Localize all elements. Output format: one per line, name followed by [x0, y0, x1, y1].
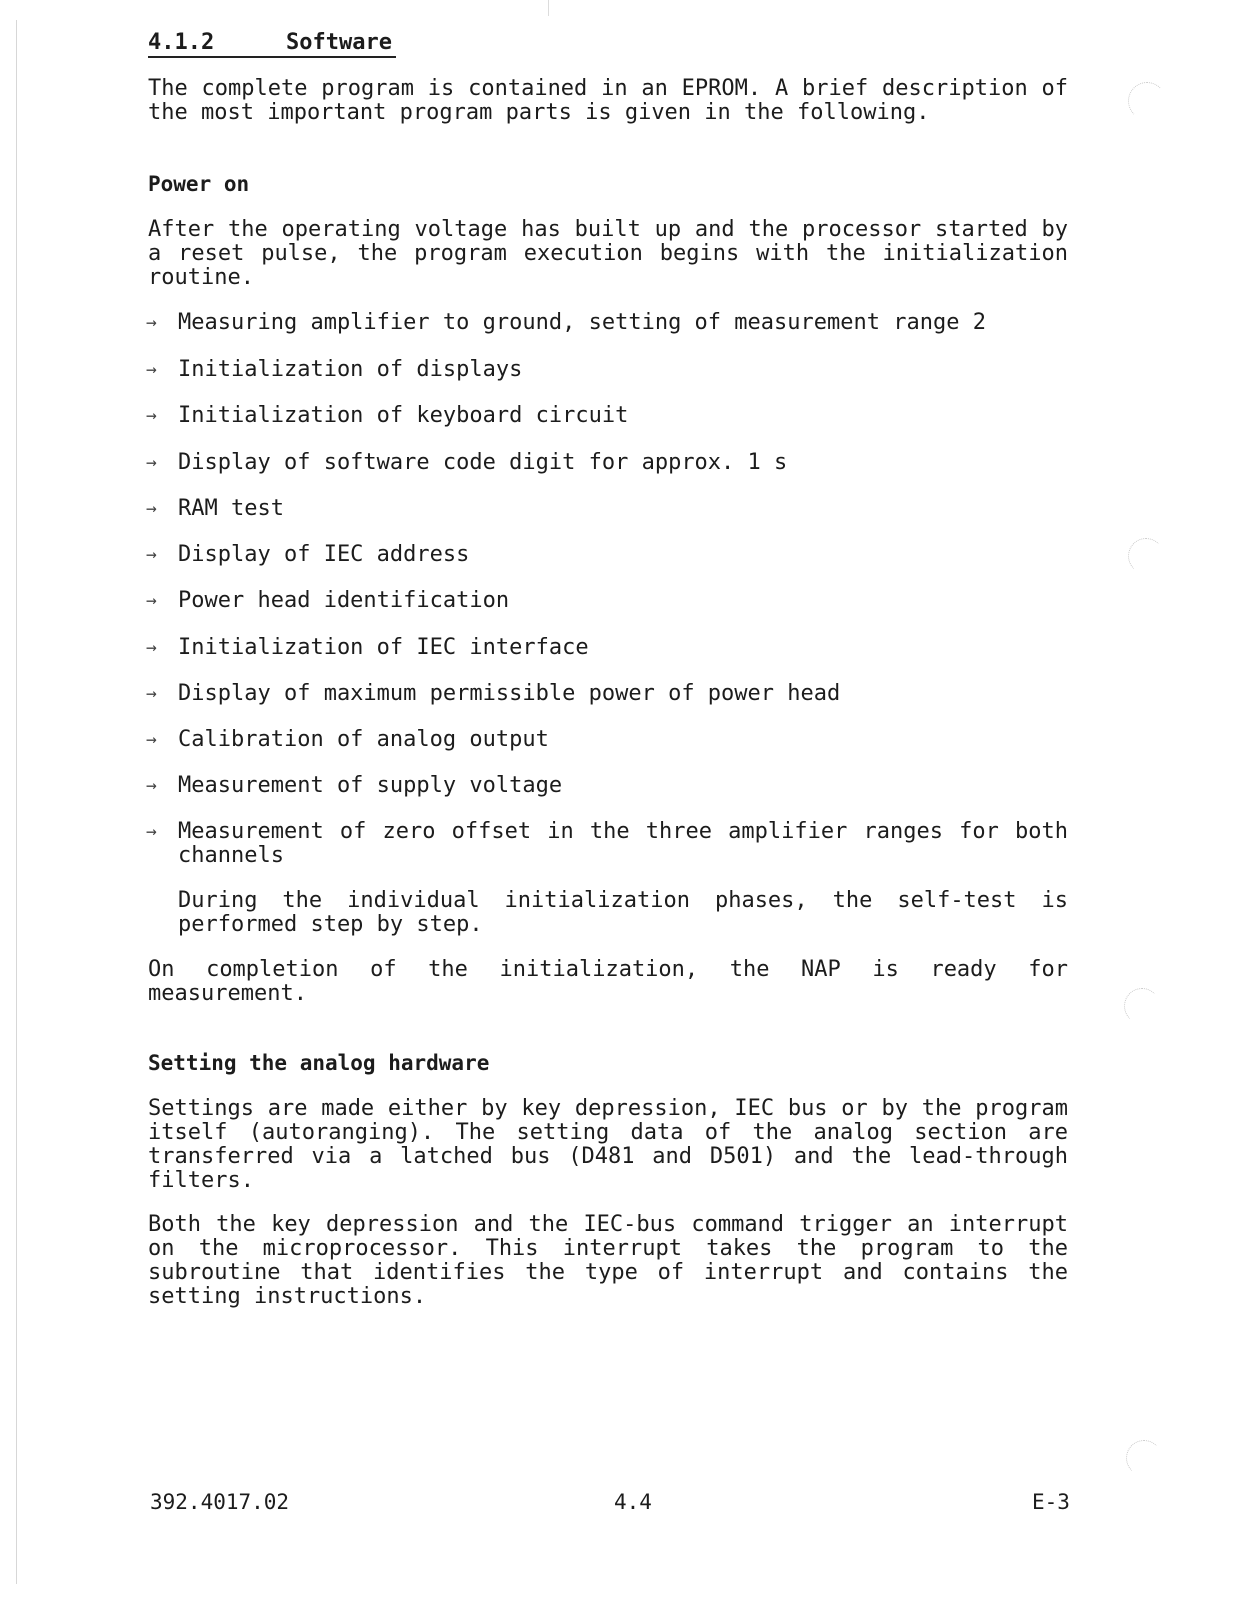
punch-hole-mark	[1126, 1440, 1162, 1476]
list-item: Calibration of analog output	[178, 727, 549, 752]
list-item: Measurement of zero offset in the three amplifier ranges for both channels	[178, 819, 1068, 868]
list-item: Initialization of keyboard circuit	[178, 403, 629, 428]
footer-doc-number: 392.4017.02	[150, 1490, 290, 1514]
bullet-arrow-icon: →	[146, 729, 157, 750]
punch-hole-mark	[1128, 82, 1166, 120]
intro-paragraph: The complete program is contained in an EPROM. A brief description of the most important program parts is given in the following.	[148, 76, 1068, 125]
self-test-note: During the individual initialization phases, the self-test is performed step by step.	[178, 888, 1068, 937]
bullet-arrow-icon: →	[146, 498, 157, 519]
analog-heading: Setting the analog hardware	[148, 1051, 490, 1075]
section-heading-underline	[148, 56, 396, 58]
section-title: Software	[286, 30, 392, 55]
bullet-arrow-icon: →	[146, 683, 157, 704]
punch-hole-mark	[1124, 988, 1160, 1024]
footer-edition: E-3	[1032, 1490, 1070, 1514]
punch-hole-mark	[1128, 538, 1164, 574]
bullet-arrow-icon: →	[146, 544, 157, 565]
bullet-arrow-icon: →	[146, 452, 157, 473]
page-edge	[16, 20, 17, 1584]
list-item: Display of maximum permissible power of power head	[178, 681, 841, 706]
bullet-arrow-icon: →	[146, 590, 157, 611]
bullet-arrow-icon: →	[146, 637, 157, 658]
power-on-heading: Power on	[148, 172, 250, 196]
footer-page-number: 4.4	[614, 1490, 652, 1514]
section-number: 4.1.2	[148, 30, 215, 55]
analog-paragraph-2: Both the key depression and the IEC-bus command trigger an interrupt on the microprocessor. This interrupt takes the program to the subroutine that identifies the type of interrupt and contains the setting instructions.	[148, 1212, 1068, 1309]
completion-paragraph: On completion of the initialization, the NAP is ready for measurement.	[148, 957, 1068, 1006]
list-item: Measuring amplifier to ground, setting of measurement range 2	[178, 310, 986, 335]
list-item: Display of IEC address	[178, 542, 470, 567]
list-item: RAM test	[178, 496, 284, 521]
section-heading	[148, 31, 392, 55]
list-item: Display of software code digit for approx. 1 s	[178, 450, 788, 475]
list-item: Measurement of supply voltage	[178, 773, 563, 798]
page-edge-top	[548, 0, 549, 16]
bullet-arrow-icon: →	[146, 775, 157, 796]
analog-paragraph-1: Settings are made either by key depression, IEC bus or by the program itself (autoranging). The setting data of the analog section are transferred via a latched bus (D481 and D501) and the lead-through filters.	[148, 1096, 1068, 1193]
bullet-arrow-icon: →	[146, 821, 157, 842]
bullet-arrow-icon: →	[146, 359, 157, 380]
list-item: Initialization of IEC interface	[178, 635, 589, 660]
list-item: Power head identification	[178, 588, 510, 613]
bullet-arrow-icon: →	[146, 312, 157, 333]
power-on-paragraph: After the operating voltage has built up and the processor started by a reset pulse, the program execution begins with the initialization routine.	[148, 217, 1068, 290]
bullet-arrow-icon: →	[146, 405, 157, 426]
list-item: Initialization of displays	[178, 357, 523, 382]
